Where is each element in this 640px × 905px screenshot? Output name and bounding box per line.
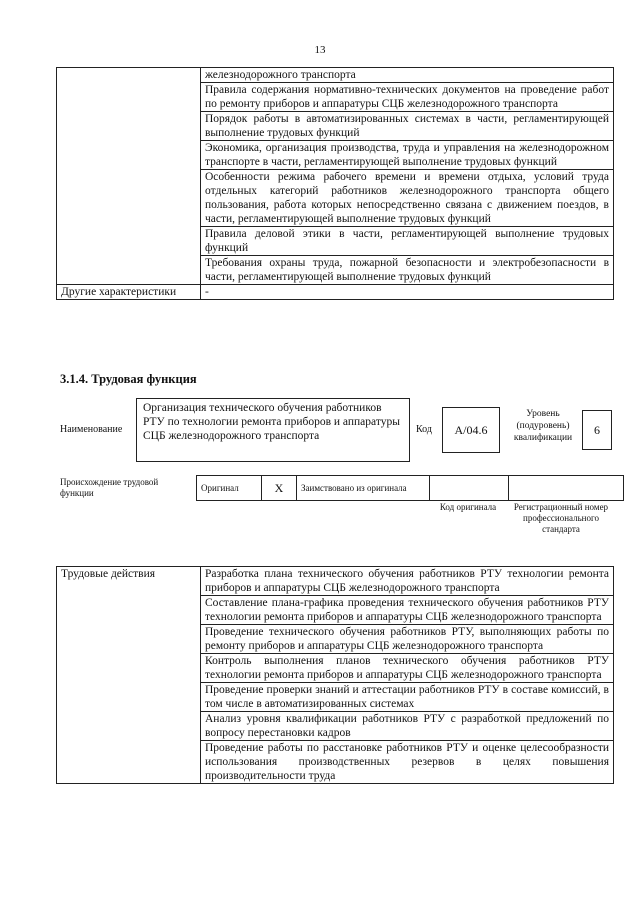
requirement-text: Правила содержания нормативно-технических документов на проведение работ по ремонту приборов и аппаратуры СЦБ железнодорожного транспорта	[201, 83, 614, 112]
level-value-box: 6	[582, 410, 612, 450]
code-value-box: А/04.6	[442, 407, 500, 453]
other-characteristics-label: Другие характеристики	[57, 285, 201, 300]
labor-action-text: Проведение работы по расстановке работников РТУ и оценке целесообразности использования производственных резервов в целях повышения производительности труда	[201, 741, 614, 784]
other-characteristics-value: -	[201, 285, 614, 300]
labor-actions-table	[56, 566, 614, 784]
name-label: Наименование	[60, 424, 123, 435]
labor-action-text: Проведение проверки знаний и аттестации работников РТУ в составе комиссий, в том числе в автоматизированных системах	[201, 683, 614, 712]
requirement-text: Требования охраны труда, пожарной безопасности и электробезопасности в части, регламентирующей выполнение трудовых функций	[201, 256, 614, 285]
requirements-label-cell	[57, 68, 201, 285]
original-code-label: Код оригинала	[439, 502, 497, 512]
labor-action-text: Составление плана-графика проведения технического обучения работников РТУ технологии ремонта приборов и аппаратуры СЦБ железнодорожного транспорта	[201, 596, 614, 625]
requirement-text: железнодорожного транспорта	[201, 68, 614, 83]
page-number: 13	[314, 44, 326, 56]
section-title: 3.1.4. Трудовая функция	[60, 372, 197, 386]
registration-number-cell	[509, 476, 624, 501]
labor-actions-label: Трудовые действия	[57, 567, 201, 784]
requirement-text: Особенности режима рабочего времени и времени отдыха, условий труда отдельных категорий работников железнодорожного транспорта общего пользования, работа которых непосредственно связана с движением поездов, в части, регламентирующей выполнение трудовых функций	[201, 170, 614, 227]
table-row	[57, 68, 614, 83]
origin-label: Происхождение трудовой функции	[60, 477, 159, 498]
level-label: Уровень (подуровень) квалификации	[513, 409, 573, 443]
table-row	[57, 285, 614, 300]
table-row	[197, 476, 624, 501]
code-label: Код	[416, 424, 432, 435]
table-row	[57, 567, 614, 596]
borrowed-label-cell: Заимствовано из оригинала	[297, 476, 430, 501]
labor-action-text: Анализ уровня квалификации работников РТУ с разработкой предложений по вопросу перестановки кадров	[201, 712, 614, 741]
registration-number-label: Регистрационный номер профессионального стандарта	[513, 502, 609, 534]
requirement-text: Экономика, организация производства, труда и управления на железнодорожном транспорте в части, регламентирующей выполнение трудовых функций	[201, 141, 614, 170]
original-code-cell	[430, 476, 509, 501]
original-mark-cell: X	[262, 476, 297, 501]
labor-action-text: Проведение технического обучения работников РТУ, выполняющих работы по ремонту приборов и аппаратуры СЦБ железнодорожного транспорта	[201, 625, 614, 654]
origin-table	[196, 475, 624, 501]
original-label-cell: Оригинал	[197, 476, 262, 501]
function-name-box: Организация технического обучения работников РТУ по технологии ремонта приборов и аппаратуры СЦБ железнодорожного транспорта	[136, 398, 410, 462]
requirement-text: Порядок работы в автоматизированных системах в части, регламентирующей выполнение трудовых функций	[201, 112, 614, 141]
labor-action-text: Разработка плана технического обучения работников РТУ технологии ремонта приборов и аппаратуры СЦБ железнодорожного транспорта	[201, 567, 614, 596]
requirements-table	[56, 67, 614, 300]
labor-action-text: Контроль выполнения планов технического обучения работников РТУ технологии ремонта приборов и аппаратуры СЦБ железнодорожного транспорта	[201, 654, 614, 683]
requirement-text: Правила деловой этики в части, регламентирующей выполнение трудовых функций	[201, 227, 614, 256]
